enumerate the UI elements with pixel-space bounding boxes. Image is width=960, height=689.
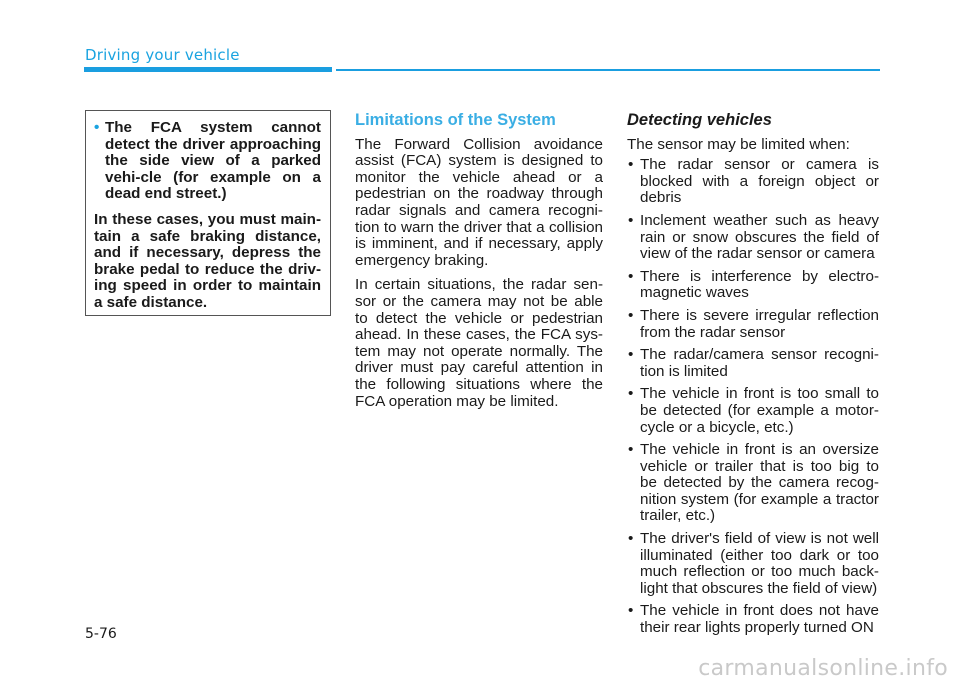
header-rule-thin — [336, 69, 880, 71]
bullet-icon: • — [628, 602, 634, 620]
limitations-column — [355, 110, 603, 418]
bullet-icon: • — [628, 306, 634, 324]
warning-bullet-item — [94, 120, 321, 203]
warning-paragraph: In these cases, you must main-tain a safe braking distance, and if necessary, depress the brake pedal to reduce the driv-ing speed in order to maintain a safe distance. — [94, 210, 321, 311]
list-item: • The radar sensor or camera is blocked with a foreign object or debris — [628, 156, 879, 207]
list-item: • The driver's field of view is not well illuminated (either too dark or too much reflection or too much back-light that obscures the field of view) — [628, 530, 879, 597]
bullet-icon: • — [628, 156, 634, 174]
detecting-list — [627, 157, 879, 636]
section-title: Driving your vehicle — [85, 46, 240, 64]
limitations-paragraph-1: The Forward Collision avoidance assist (FCA) system is designed to monitor the vehicle ahead or a pedestrian on the roadway through radar signals and camera recogni-tion to warn the driver that a collision is imminent, and if necessary, apply emergency braking. — [355, 135, 603, 269]
list-item: • The vehicle in front does not have their rear lights properly turned ON — [628, 602, 879, 637]
page-number: 5-76 — [85, 626, 117, 642]
detecting-column — [627, 110, 879, 643]
bullet-icon: • — [628, 441, 634, 459]
list-item: • The radar/camera sensor recogni-tion is limited — [628, 346, 879, 380]
list-item: • There is severe irregular reflection from the radar sensor — [628, 306, 879, 341]
list-item: • Inclement weather such as heavy rain or snow obscures the field of view of the radar sensor or camera — [628, 211, 879, 263]
warning-bullet-text: The FCA system cannot detect the driver approaching the side view of a parked vehi-cle (for example on a dead end street.) — [105, 119, 321, 203]
bullet-icon: • — [628, 346, 634, 364]
limitations-heading: Limitations of the System — [355, 111, 556, 129]
watermark: carmanualsonline.info — [698, 656, 948, 681]
bullet-icon: • — [628, 385, 634, 403]
limitations-paragraph-2: In certain situations, the radar sen-sor or the camera may not be able to detect the vehicle or pedestrian ahead. In these cases, the FCA sys-tem may not operate normally. The driver must pay careful attention in the following situations where the FCA operation may be limited. — [355, 276, 603, 410]
bullet-icon: • — [628, 267, 634, 285]
detecting-heading: Detecting vehicles — [627, 111, 772, 129]
list-item: • The vehicle in front is too small to be detected (for example a motor-cycle or a bicycle, etc.) — [628, 385, 879, 436]
warning-box — [85, 110, 331, 316]
bullet-icon: • — [94, 119, 100, 136]
detecting-intro: The sensor may be limited when: — [627, 135, 850, 153]
bullet-icon: • — [628, 211, 634, 229]
bullet-icon: • — [628, 530, 634, 548]
list-item: • The vehicle in front is an oversize vehicle or trailer that is too big to be detected by the camera recog-nition system (for example a tractor trailer, etc.) — [628, 441, 879, 525]
header-rule-thick — [84, 67, 332, 72]
list-item: • There is interference by electro-magnetic waves — [628, 267, 879, 302]
